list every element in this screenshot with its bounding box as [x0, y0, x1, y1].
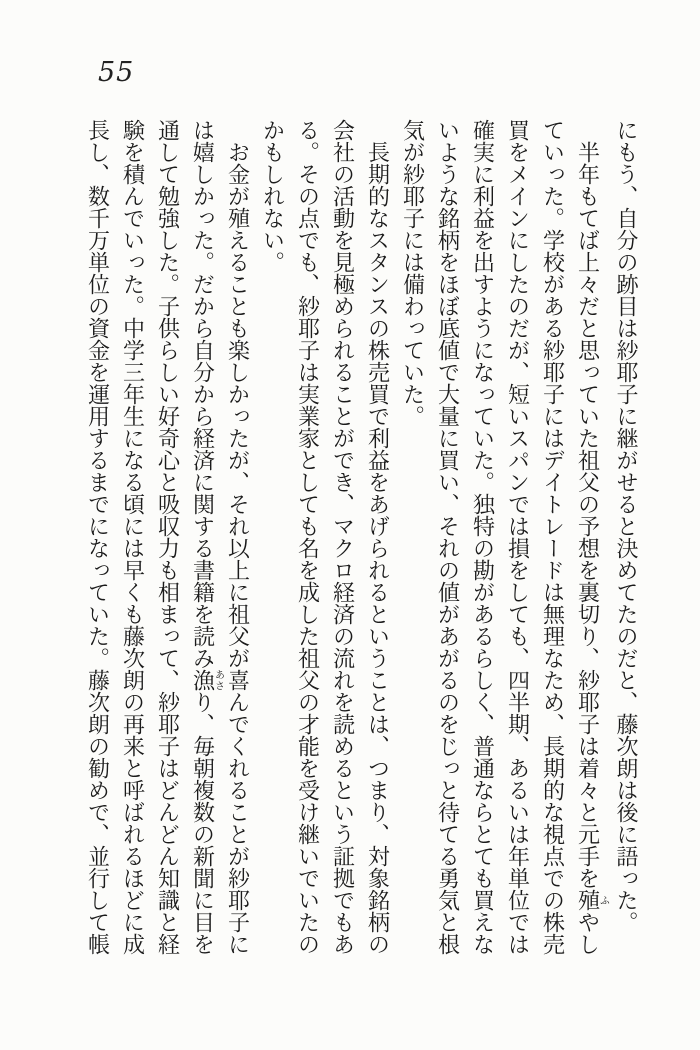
- furigana-annotation: 殖ふ: [574, 889, 609, 911]
- paragraph: お金が殖えることも楽しかったが、それ以上に祖父が喜んでくれることが紗耶子には嬉しかった。だから自分から経済に関する書籍を読み漁あさり、毎朝複数の新聞に目を通して勉強した。子供らしい好奇心と吸収力も相まって、紗耶子はどんどん知識と経験を積んでいった。中学三年生になる頃には早くも藤次朗の再来と呼ばれるほどに成長し、数千万単位の資金を運用するまでになっていた。藤次朗の勧めで、並行して帳: [84, 119, 250, 955]
- paragraph: 長期的なスタンスの株売買で利益をあげられるということは、つまり、対象銘柄の会社の活動を見極められることができ、マクロ経済の流れを読めるという証拠でもある。その点でも、紗耶子は実業家としても名を成した祖父の才能を受け継いでいたのかもしれない。: [259, 119, 390, 955]
- paragraph: にもう、自分の跡目は紗耶子に継がせると決めてたのだと、藤次朗は後に語った。: [613, 119, 638, 933]
- paragraph: 半年もてば上々だと思っていた祖父の予想を裏切り、紗耶子は着々と元手を殖ふやしていった。学校がある紗耶子にはデイトレードは無理なため、長期的な視点での株売買をメインにしたのだが、短いスパンでは損をしても、四半期、あるいは年単位では確実に利益を出すようになっていた。独特の勘があるらしく、普通ならとても買えないような銘柄をほぼ底値で大量に買い、それの値があがるのをじっと待てる勇気と根気が紗耶子には備わっていた。: [399, 119, 609, 955]
- furigana-annotation: 漁あさ: [189, 669, 224, 691]
- text-body: [80, 119, 644, 957]
- page-number: 55: [98, 57, 135, 88]
